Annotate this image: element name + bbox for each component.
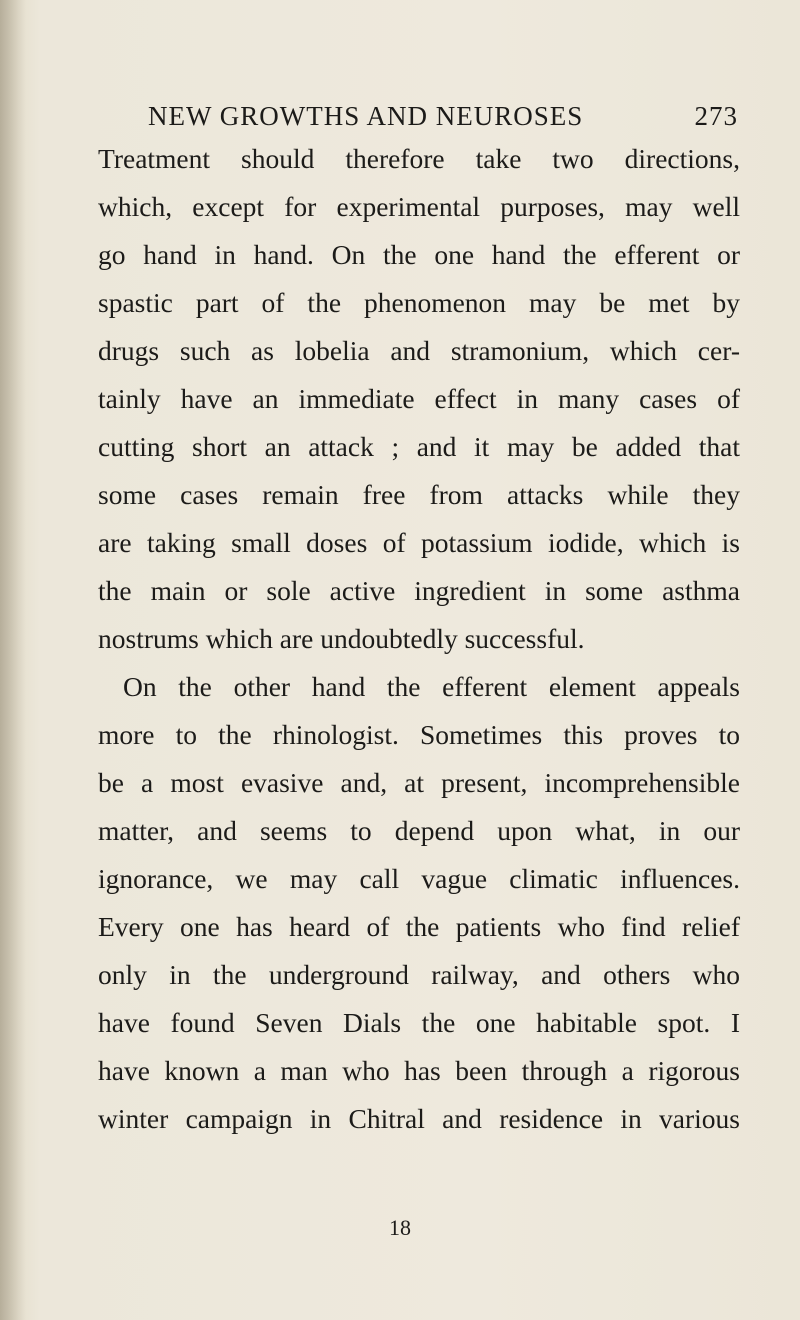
text-line: have known a man who has been through a rigorous <box>98 1055 740 1086</box>
text-line: only in the underground railway, and others who <box>98 959 740 990</box>
text-line: Every one has heard of the patients who find relief <box>98 911 740 942</box>
text-line: spastic part of the phenomenon may be met by <box>98 287 740 318</box>
text-line: winter campaign in Chitral and residence in various <box>98 1103 740 1134</box>
signature-mark: 18 <box>389 1215 411 1240</box>
text-line: more to the rhinologist. Sometimes this proves to <box>98 719 740 750</box>
text-line: be a most evasive and, at present, incomprehensible <box>98 767 740 798</box>
text-line: go hand in hand. On the one hand the efferent or <box>98 239 740 270</box>
text-line: nostrums which are undoubtedly successful. <box>98 623 585 654</box>
text-line: cutting short an attack ; and it may be added that <box>98 431 740 462</box>
running-head: NEW GROWTHS AND NEUROSES <box>148 101 584 131</box>
page-number: 273 <box>694 101 738 131</box>
text-line: have found Seven Dials the one habitable spot. I <box>98 1007 740 1038</box>
text-line: are taking small doses of potassium iodide, which is <box>98 527 740 558</box>
text-line: tainly have an immediate effect in many cases of <box>98 383 740 414</box>
text-line: drugs such as lobelia and stramonium, which cer- <box>98 335 740 366</box>
text-line: matter, and seems to depend upon what, in our <box>98 815 740 846</box>
text-line: Treatment should therefore take two directions, <box>98 143 740 174</box>
text-line: ignorance, we may call vague climatic influences. <box>98 863 740 894</box>
text-line: some cases remain free from attacks while they <box>98 479 740 510</box>
text-line: which, except for experimental purposes, may well <box>98 191 740 222</box>
text-line: On the other hand the efferent element appeals <box>123 671 740 702</box>
text-line: the main or sole active ingredient in some asthma <box>98 575 740 606</box>
